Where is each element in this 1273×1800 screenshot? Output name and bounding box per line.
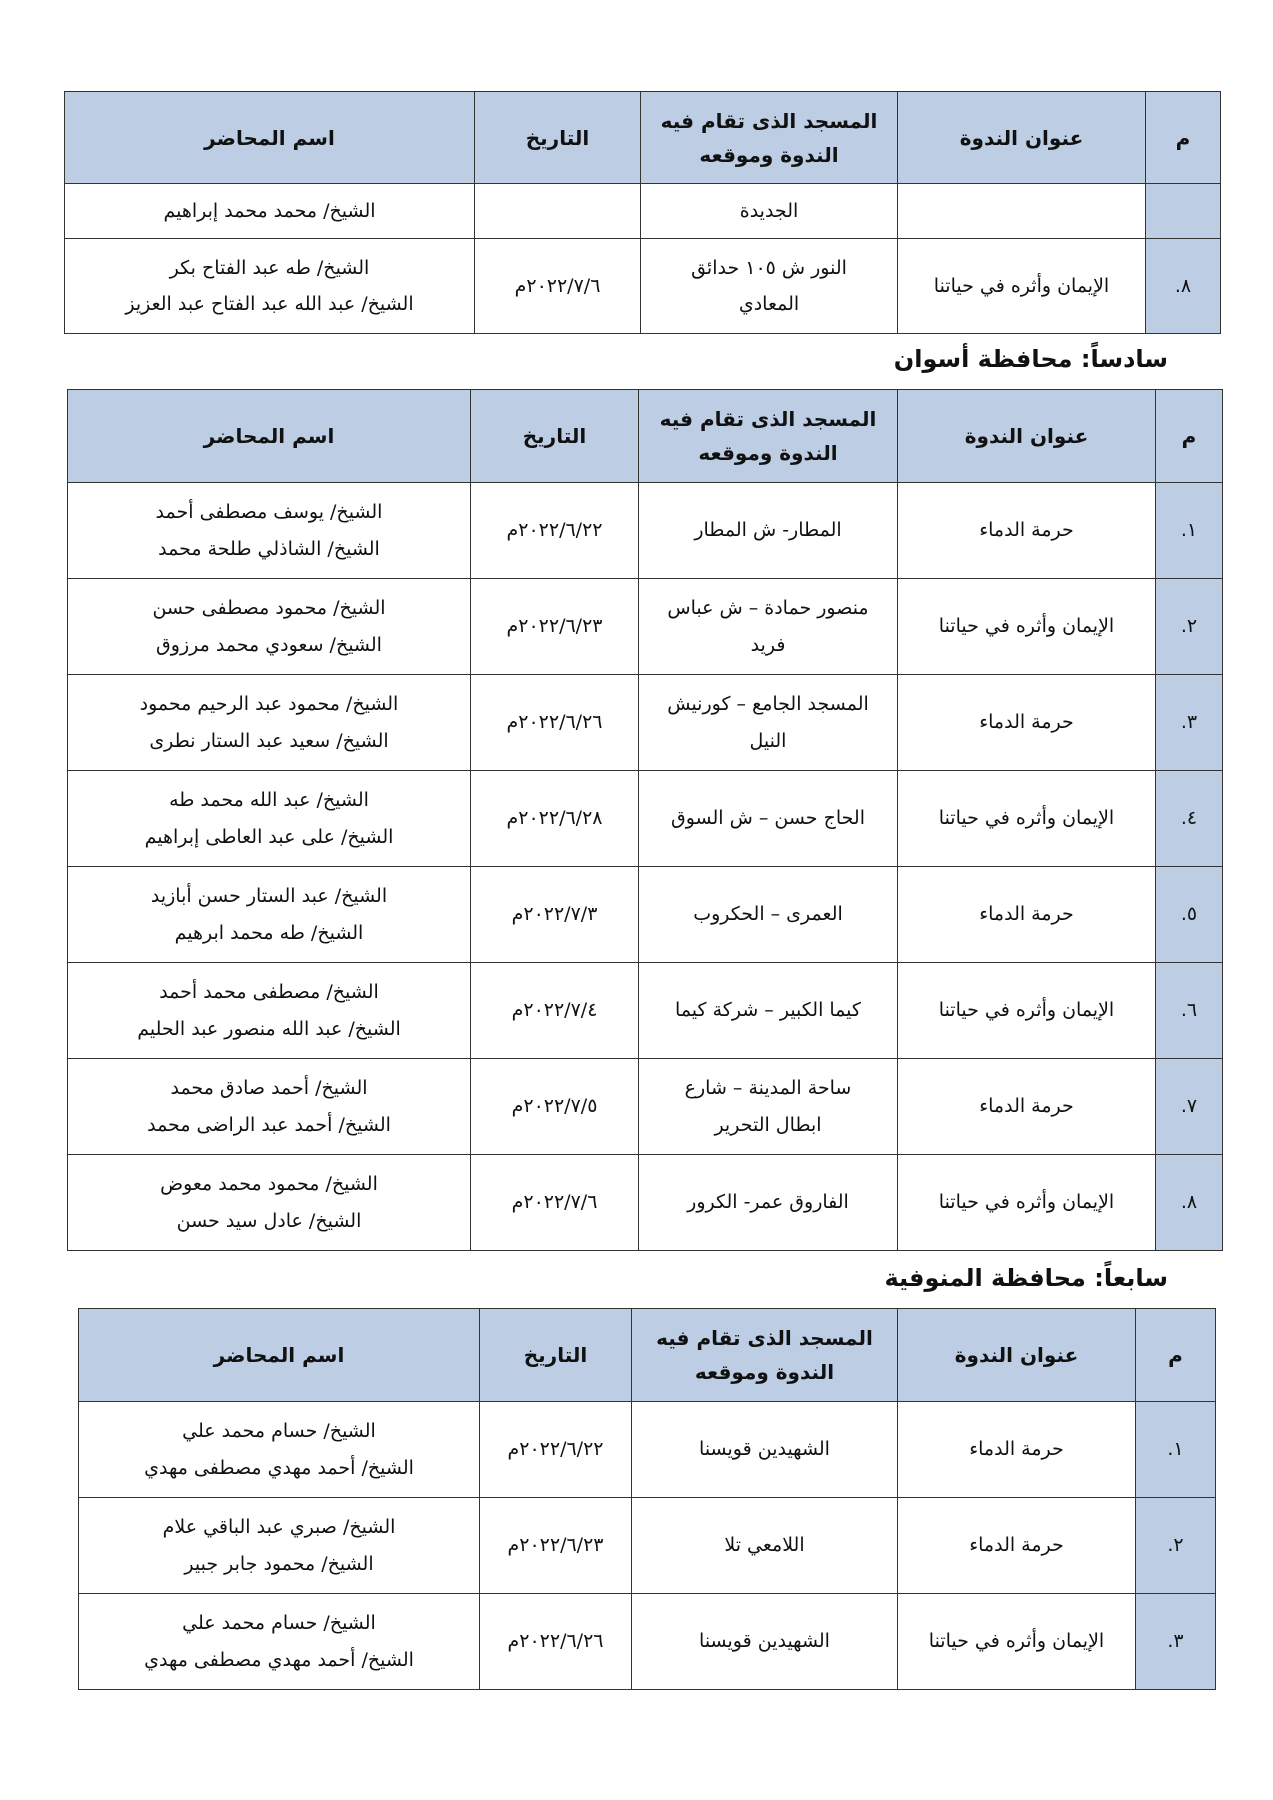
cell-date: ٢٠٢٢/٧/٤م xyxy=(471,963,639,1059)
table-row xyxy=(65,184,1221,239)
table-menoufia xyxy=(78,1308,1216,1690)
lecturer-name: الشيخ/ محمود محمد معوض xyxy=(160,1173,378,1196)
mosque-line: المسجد الجامع – كورنيش xyxy=(667,693,869,716)
cell-mosque xyxy=(632,1594,898,1690)
lecturer-name: الشيخ/ أحمد مهدي مصطفى مهدي xyxy=(144,1456,414,1479)
cell-date: ٢٠٢٢/٦/٢٢م xyxy=(480,1402,632,1498)
lecturer-name: الشيخ/ محمود مصطفى حسن xyxy=(152,597,386,620)
cell-num: ٨. xyxy=(1156,1155,1223,1251)
section-name: محافظة المنوفية xyxy=(884,1264,1086,1292)
cell-date: ٢٠٢٢/٦/٢٣م xyxy=(471,579,639,675)
header-mosque xyxy=(639,390,898,483)
mosque-line: الشهيدين قويسنا xyxy=(699,1630,830,1653)
lecturer-name: الشيخ/ محمد محمد إبراهيم xyxy=(163,199,376,222)
cell-mosque xyxy=(639,1155,898,1251)
table-row xyxy=(68,963,1223,1059)
header-mosque xyxy=(632,1309,898,1402)
cell-lecturers xyxy=(68,771,471,867)
lecturer-name: الشيخ/ محمود جابر جبير xyxy=(184,1552,374,1575)
cell-mosque xyxy=(641,184,898,239)
table-header-row xyxy=(68,390,1223,483)
header-mosque-line2: الندوة وموقعه xyxy=(698,441,838,465)
table-row xyxy=(68,1059,1223,1155)
cell-lecturers xyxy=(68,579,471,675)
cell-num: ١. xyxy=(1156,483,1223,579)
mosque-line: الفاروق عمر- الكرور xyxy=(687,1191,849,1214)
cell-date: ٢٠٢٢/٦/٢٣م xyxy=(480,1498,632,1594)
header-date: التاريخ xyxy=(475,92,641,184)
cell-num: ٨. xyxy=(1146,239,1221,334)
lecturer-name: الشيخ/ يوسف مصطفى أحمد xyxy=(155,501,383,524)
section-label: سابعاً: xyxy=(1094,1264,1168,1292)
cell-title: حرمة الدماء xyxy=(898,1059,1156,1155)
table-row xyxy=(79,1594,1216,1690)
cell-num: ١. xyxy=(1136,1402,1216,1498)
header-title: عنوان الندوة xyxy=(898,390,1156,483)
cell-lecturers xyxy=(68,675,471,771)
table-top xyxy=(64,91,1221,334)
cell-mosque xyxy=(639,483,898,579)
cell-mosque xyxy=(639,675,898,771)
table-row xyxy=(65,239,1221,334)
table-row xyxy=(68,483,1223,579)
header-mosque-line2: الندوة وموقعه xyxy=(694,1360,835,1384)
cell-date: ٢٠٢٢/٦/٢٢م xyxy=(471,483,639,579)
cell-lecturers xyxy=(79,1402,480,1498)
lecturer-name: الشيخ/ عبد الله عبد الفتاح عبد العزيز xyxy=(125,293,414,315)
header-num: م xyxy=(1156,390,1223,483)
cell-date: ٢٠٢٢/٧/٣م xyxy=(471,867,639,963)
header-mosque-line1: المسجد الذى تقام فيه xyxy=(659,407,877,431)
header-mosque-line1: المسجد الذى تقام فيه xyxy=(660,108,878,133)
mosque-line: اللامعي تلا xyxy=(724,1534,805,1557)
cell-date: ٢٠٢٢/٧/٥م xyxy=(471,1059,639,1155)
lecturer-name: الشيخ/ طه عبد الفتاح بكر xyxy=(169,256,370,279)
cell-title: حرمة الدماء xyxy=(898,1498,1136,1594)
cell-lecturers xyxy=(65,239,475,334)
cell-mosque xyxy=(639,1059,898,1155)
cell-mosque xyxy=(639,963,898,1059)
cell-mosque xyxy=(632,1498,898,1594)
lecturer-name: الشيخ/ عبد الستار حسن أبازيد xyxy=(150,885,388,908)
cell-title: الإيمان وأثره في حياتنا xyxy=(898,1594,1136,1690)
cell-mosque xyxy=(641,239,898,334)
cell-num xyxy=(1146,184,1221,239)
cell-mosque xyxy=(639,579,898,675)
cell-title: حرمة الدماء xyxy=(898,867,1156,963)
table-row xyxy=(79,1498,1216,1594)
section-heading-menoufia xyxy=(884,1264,1168,1292)
header-num: م xyxy=(1136,1309,1216,1402)
mosque-line: المطار- ش المطار xyxy=(694,519,842,542)
cell-lecturers xyxy=(68,1155,471,1251)
lecturer-name: الشيخ/ عبد الله منصور عبد الحليم xyxy=(137,1017,401,1040)
lecturer-name: الشيخ/ الشاذلي طلحة محمد xyxy=(158,537,380,560)
cell-date: ٢٠٢٢/٦/٢٨م xyxy=(471,771,639,867)
mosque-line: النيل xyxy=(749,729,787,752)
section-name: محافظة أسوان xyxy=(893,345,1073,373)
header-title: عنوان الندوة xyxy=(898,92,1146,184)
header-date: التاريخ xyxy=(471,390,639,483)
cell-lecturers xyxy=(68,1059,471,1155)
section-heading-aswan xyxy=(894,345,1168,373)
lecturer-name: الشيخ/ أحمد عبد الراضى محمد xyxy=(147,1113,391,1136)
table-header-row xyxy=(79,1309,1216,1402)
cell-date: ٢٠٢٢/٦/٢٦م xyxy=(471,675,639,771)
cell-mosque xyxy=(639,771,898,867)
mosque-line: فريد xyxy=(750,633,786,656)
mosque-line: كيما الكبير – شركة كيما xyxy=(675,999,861,1022)
lecturer-name: الشيخ/ صبري عبد الباقي علام xyxy=(162,1516,396,1539)
cell-mosque xyxy=(639,867,898,963)
cell-mosque xyxy=(632,1402,898,1498)
cell-lecturers xyxy=(68,963,471,1059)
header-mosque-line2: الندوة وموقعه xyxy=(699,142,839,167)
header-date: التاريخ xyxy=(480,1309,632,1402)
lecturer-name: الشيخ/ حسام محمد علي xyxy=(182,1612,376,1635)
cell-date xyxy=(475,184,641,239)
lecturer-name: الشيخ/ طه محمد ابرهيم xyxy=(174,921,364,944)
lecturer-name: الشيخ/ محمود عبد الرحيم محمود xyxy=(139,693,399,716)
cell-lecturers xyxy=(65,184,475,239)
header-mosque-line1: المسجد الذى تقام فيه xyxy=(656,1326,873,1350)
lecturer-name: الشيخ/ سعيد عبد الستار نطرى xyxy=(149,729,389,752)
cell-lecturers xyxy=(79,1498,480,1594)
table-row xyxy=(68,1155,1223,1251)
cell-title: الإيمان وأثره في حياتنا xyxy=(898,579,1156,675)
table-row xyxy=(68,579,1223,675)
header-lecturer: اسم المحاضر xyxy=(65,92,475,184)
table-row xyxy=(79,1402,1216,1498)
table-row xyxy=(68,867,1223,963)
header-title: عنوان الندوة xyxy=(898,1309,1136,1402)
table-header-row xyxy=(65,92,1221,184)
cell-date: ٢٠٢٢/٧/٦م xyxy=(475,239,641,334)
cell-num: ٧. xyxy=(1156,1059,1223,1155)
lecturer-name: الشيخ/ أحمد مهدي مصطفى مهدي xyxy=(144,1648,414,1671)
cell-lecturers xyxy=(68,483,471,579)
lecturer-name: الشيخ/ عادل سيد حسن xyxy=(176,1209,362,1232)
lecturer-name: الشيخ/ سعودي محمد مرزوق xyxy=(156,633,382,656)
cell-num: ٤. xyxy=(1156,771,1223,867)
cell-lecturers xyxy=(79,1594,480,1690)
cell-title: الإيمان وأثره في حياتنا xyxy=(898,1155,1156,1251)
mosque-line: النور ش ١٠٥ حدائق xyxy=(691,256,847,279)
mosque-line: ساحة المدينة – شارع xyxy=(684,1077,852,1100)
table-aswan xyxy=(67,389,1223,1251)
lecturer-name: الشيخ/ حسام محمد علي xyxy=(182,1420,376,1443)
section-label: سادساً: xyxy=(1080,345,1168,373)
lecturer-name: الشيخ/ على عبد العاطى إبراهيم xyxy=(144,825,394,848)
cell-title: حرمة الدماء xyxy=(898,483,1156,579)
mosque-line: ابطال التحرير xyxy=(714,1113,822,1136)
mosque-line: العمرى – الحكروب xyxy=(693,903,843,926)
table-row xyxy=(68,675,1223,771)
cell-title: حرمة الدماء xyxy=(898,675,1156,771)
lecturer-name: الشيخ/ مصطفى محمد أحمد xyxy=(159,981,379,1004)
mosque-line: المعادي xyxy=(738,293,800,315)
cell-num: ٦. xyxy=(1156,963,1223,1059)
cell-num: ٥. xyxy=(1156,867,1223,963)
mosque-line: الجديدة xyxy=(739,199,799,222)
cell-num: ٢. xyxy=(1136,1498,1216,1594)
cell-title: الإيمان وأثره في حياتنا xyxy=(898,771,1156,867)
mosque-line: الحاج حسن – ش السوق xyxy=(671,807,865,830)
table-row xyxy=(68,771,1223,867)
cell-title: الإيمان وأثره في حياتنا xyxy=(898,963,1156,1059)
cell-num: ٣. xyxy=(1136,1594,1216,1690)
lecturer-name: الشيخ/ عبد الله محمد طه xyxy=(169,789,369,812)
cell-title: الإيمان وأثره في حياتنا xyxy=(898,239,1146,334)
lecturer-name: الشيخ/ أحمد صادق محمد xyxy=(170,1077,368,1100)
header-lecturer: اسم المحاضر xyxy=(79,1309,480,1402)
header-mosque xyxy=(641,92,898,184)
cell-num: ٢. xyxy=(1156,579,1223,675)
cell-date: ٢٠٢٢/٧/٦م xyxy=(471,1155,639,1251)
cell-num: ٣. xyxy=(1156,675,1223,771)
cell-title xyxy=(898,184,1146,239)
mosque-line: الشهيدين قويسنا xyxy=(699,1438,830,1461)
cell-date: ٢٠٢٢/٦/٢٦م xyxy=(480,1594,632,1690)
header-num: م xyxy=(1146,92,1221,184)
header-lecturer: اسم المحاضر xyxy=(68,390,471,483)
cell-title: حرمة الدماء xyxy=(898,1402,1136,1498)
cell-lecturers xyxy=(68,867,471,963)
mosque-line: منصور حمادة – ش عباس xyxy=(667,597,869,620)
